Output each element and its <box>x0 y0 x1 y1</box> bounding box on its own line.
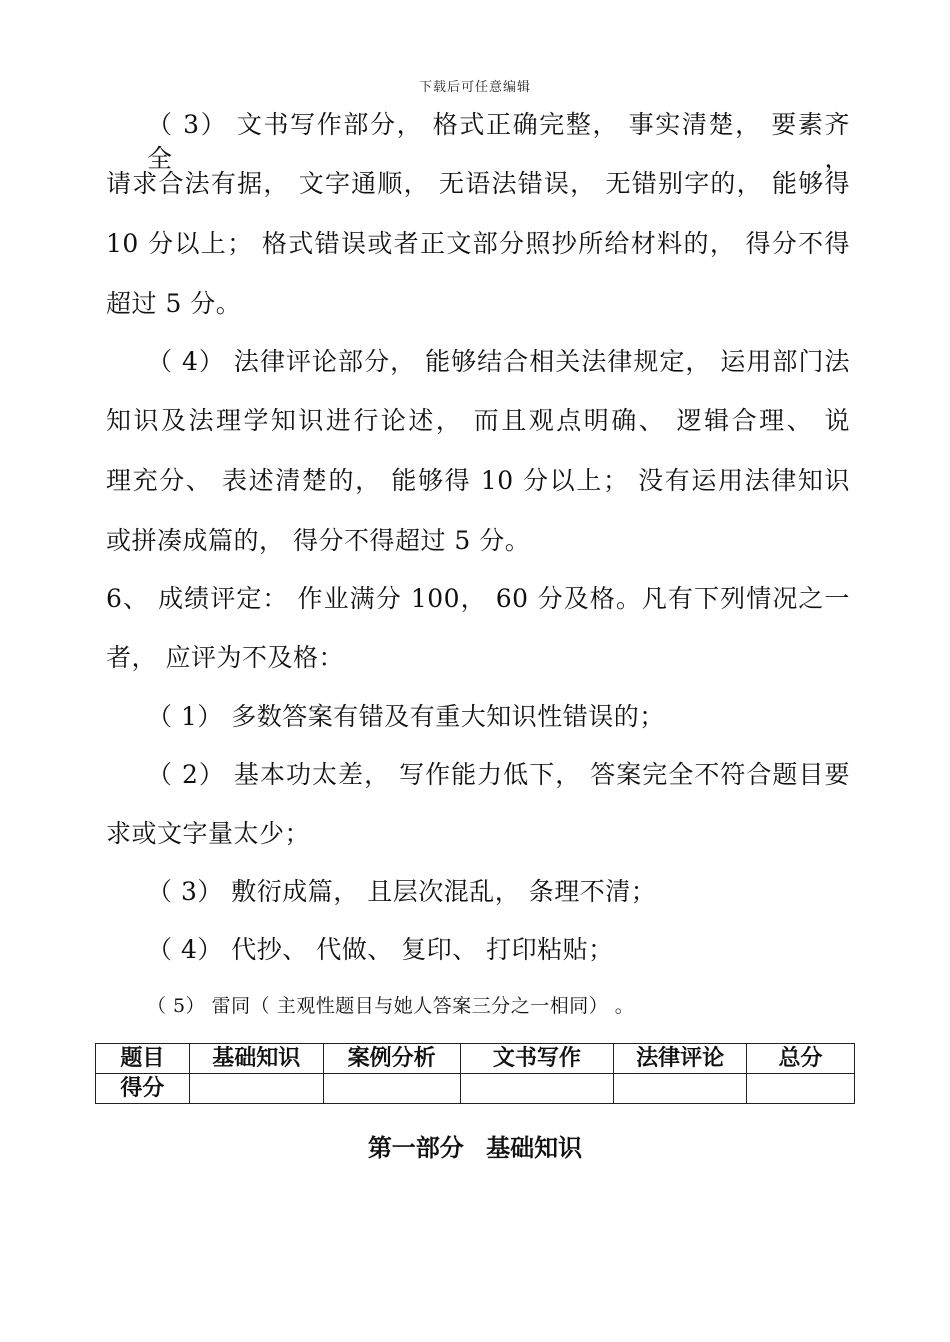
paragraph-3-line-1: （ 3） 文书写作部分， 格式正确完整， 事实清楚， 要素齐全， <box>147 110 850 173</box>
fail-condition-3: （ 3） 敷衍成篇， 且层次混乱， 条理不清； <box>147 877 657 906</box>
paragraph-3-line-4: 超过 5 分。 <box>106 289 242 318</box>
paragraph-4-line-3: 理充分、 表述清楚的， 能够得 10 分以上； 没有运用法律知识 <box>106 466 850 495</box>
fail-condition-4: （ 4） 代抄、 代做、 复印、 打印粘贴； <box>147 935 614 964</box>
score-cell-basics <box>189 1074 323 1104</box>
paragraph-3-line-2: 请求合法有据， 文字通顺， 无语法错误， 无错别字的， 能够得 <box>106 169 850 198</box>
score-cell-legal-commentary <box>614 1074 747 1104</box>
score-table-header-row <box>96 1044 855 1074</box>
paragraph-4-line-1: （ 4） 法律评论部分， 能够结合相关法律规定， 运用部门法 <box>147 347 850 376</box>
fail-condition-2-line-2: 求或文字量太少； <box>106 819 311 848</box>
score-table-row-label: 得分 <box>96 1074 190 1104</box>
score-table-header-total: 总分 <box>747 1044 855 1074</box>
score-table-header-legal-commentary: 法律评论 <box>614 1044 747 1074</box>
section-title: 第一部分 基础知识 <box>367 1134 583 1162</box>
grading-rule-line-1: 6、 成绩评定： 作业满分 100， 60 分及格。凡有下列情况之一 <box>106 584 850 613</box>
score-cell-case-analysis <box>323 1074 460 1104</box>
score-cell-document-writing <box>460 1074 614 1104</box>
page-header-note: 下载后可任意编辑 <box>418 80 531 95</box>
score-cell-total <box>747 1074 855 1104</box>
score-table-score-row <box>96 1074 855 1104</box>
score-table-header-item: 题目 <box>96 1044 190 1074</box>
grading-rule-line-2: 者， 应评为不及格： <box>106 643 344 672</box>
paragraph-4-line-4: 或拼凑成篇的， 得分不得超过 5 分。 <box>106 526 531 555</box>
paragraph-3-line-3: 10 分以上； 格式错误或者正文部分照抄所给材料的， 得分不得 <box>106 229 850 258</box>
fail-condition-5: （ 5） 雷同（ 主观性题目与她人答案三分之一相同） 。 <box>147 995 635 1017</box>
paragraph-4-line-2: 知识及法理学知识进行论述， 而且观点明确、 逻辑合理、 说 <box>106 406 850 435</box>
score-table-header-case-analysis: 案例分析 <box>323 1044 460 1074</box>
fail-condition-1: （ 1） 多数答案有错及有重大知识性错误的； <box>147 702 665 731</box>
score-table <box>95 1043 855 1104</box>
fail-condition-2-line-1: （ 2） 基本功太差， 写作能力低下， 答案完全不符合题目要 <box>147 760 850 789</box>
score-table-header-document-writing: 文书写作 <box>460 1044 614 1074</box>
score-table-header-basics: 基础知识 <box>189 1044 323 1074</box>
